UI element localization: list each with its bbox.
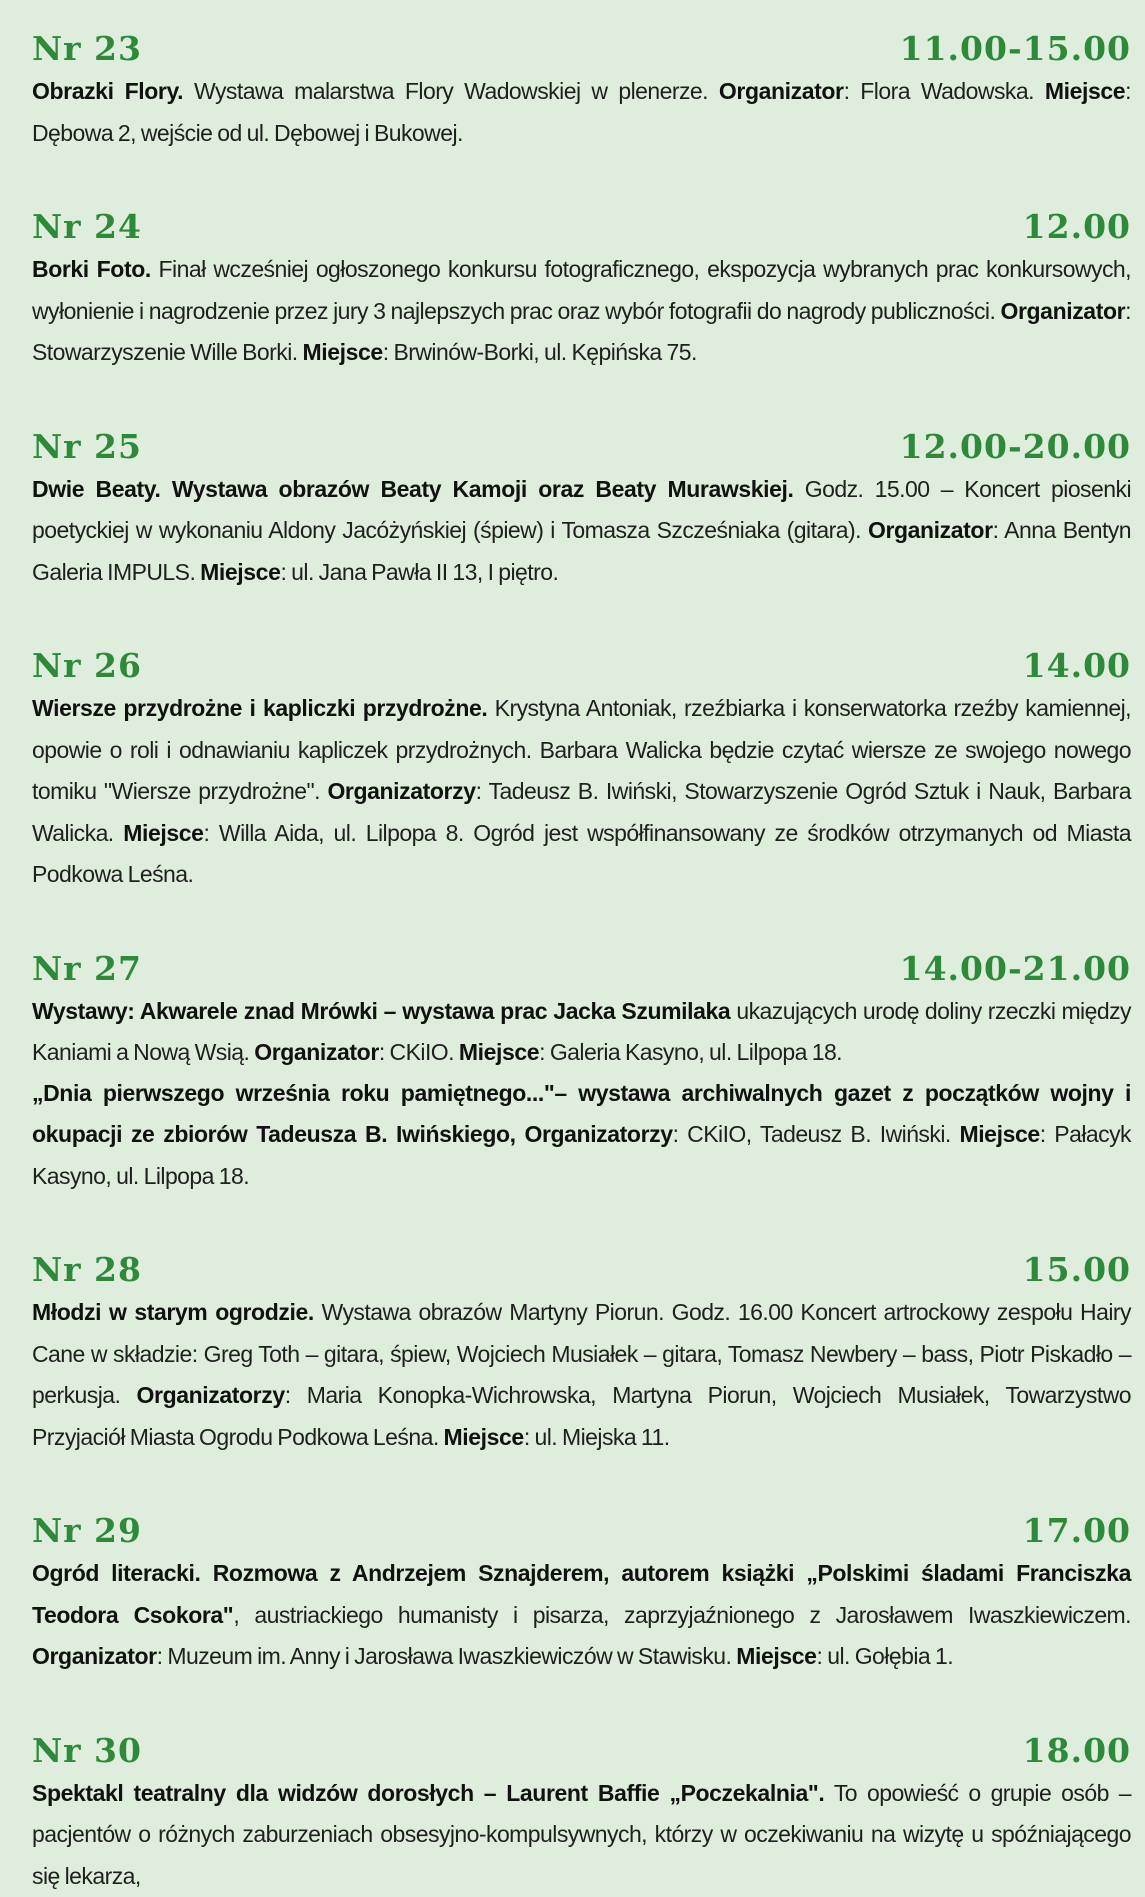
event-entry <box>32 1728 1131 1897</box>
bold-text: Organizator <box>32 1643 157 1669</box>
event-header <box>32 1508 1131 1554</box>
event-number: Nr 29 <box>32 1508 142 1554</box>
bold-text: Miejsce <box>1045 78 1125 104</box>
bold-text: Borki Foto. <box>32 256 151 282</box>
text: ukazujących urodę doliny rzeczki między Kaniami a Nową Wsią. <box>32 998 1131 1066</box>
text: : ul. Jana Pawła II 13, I piętro. <box>280 559 558 585</box>
text: : Tadeusz B. Iwiński, Stowarzyszenie Ogród Sztuk i Nauk, Barbara Walicka. <box>32 778 1131 846</box>
text: To opowieść o grupie osób – pacjentów o różnych zaburzeniach obsesyjno-kompulsywnych, którzy w oczekiwaniu na wizytę u spóźniającego się lekarza, <box>32 1780 1131 1889</box>
text: : Willa Aida, ul. Lilpopa 8. Ogród jest współfinansowany ze środków otrzymanych od Miasta Podkowa Leśna. <box>32 820 1131 888</box>
bold-text: Młodzi w starym ogrodzie. <box>32 1299 314 1325</box>
event-description <box>32 71 1131 154</box>
event-separator <box>32 1197 1131 1247</box>
event-separator <box>32 593 1131 643</box>
event-number: Nr 30 <box>32 1728 142 1774</box>
event-description <box>32 1292 1131 1458</box>
event-number: Nr 24 <box>32 204 142 250</box>
bold-text: Ogród literacki. Rozmowa z Andrzejem Sznajderem, autorem książki „Polskimi śladami Franciszka Teodora Csokora" <box>32 1560 1131 1628</box>
bold-text: Wystawy: Akwarele znad Mrówki – wystawa prac Jacka Szumilaka <box>32 998 730 1024</box>
text: : ul. Miejska 11. <box>524 1424 670 1450</box>
event-number: Nr 27 <box>32 946 142 992</box>
event-header <box>32 1728 1131 1774</box>
event-entry <box>32 643 1131 896</box>
event-header <box>32 643 1131 689</box>
bold-text: Organizatorzy <box>137 1382 285 1408</box>
event-number: Nr 26 <box>32 643 142 689</box>
bold-text: Miejsce <box>959 1121 1039 1147</box>
bold-text: Miejsce <box>123 820 203 846</box>
event-separator <box>32 374 1131 424</box>
text: : Pałacyk Kasyno, ul. Lilpopa 18. <box>32 1121 1131 1189</box>
bold-text: Organizator <box>868 517 993 543</box>
text: : ul. Gołębia 1. <box>817 1643 954 1669</box>
text: : Stowarzyszenie Wille Borki. <box>32 298 1131 366</box>
bold-text: Organizatorzy <box>327 778 475 804</box>
event-time: 11.00-15.00 <box>900 26 1131 72</box>
bold-text: Organizator <box>719 78 844 104</box>
event-description <box>32 1773 1131 1897</box>
event-description <box>32 1073 1131 1198</box>
event-description <box>32 1553 1131 1678</box>
bold-text: Organizator <box>254 1039 379 1065</box>
bold-text: Dwie Beaty. Wystawa obrazów Beaty Kamoji oraz Beaty Murawskiej. <box>32 476 793 502</box>
bold-text: Obrazki Flory. <box>32 78 183 104</box>
bold-text: Miejsce <box>200 559 280 585</box>
text: Godz. 15.00 – Koncert piosenki poetyckiej w wykonaniu Aldony Jacóżyńskiej (śpiew) i Tomasza Szcześniaka (gitara). <box>32 476 1131 544</box>
event-separator <box>32 1458 1131 1508</box>
event-entry <box>32 946 1131 1198</box>
event-header <box>32 26 1131 72</box>
event-header <box>32 1247 1131 1293</box>
event-time: 15.00 <box>1023 1247 1131 1293</box>
bold-text: Miejsce <box>459 1039 539 1065</box>
text: Wystawa malarstwa Flory Wadowskiej w plenerze. <box>183 78 719 104</box>
event-time: 18.00 <box>1023 1728 1131 1774</box>
text: : Galeria Kasyno, ul. Lilpopa 18. <box>539 1039 842 1065</box>
event-description <box>32 991 1131 1074</box>
text: : Brwinów-Borki, ul. Kępińska 75. <box>383 339 697 365</box>
event-header <box>32 424 1131 470</box>
text: : Flora Wadowska. <box>844 78 1045 104</box>
event-time: 14.00 <box>1023 643 1131 689</box>
event-time: 17.00 <box>1023 1508 1131 1554</box>
bold-text: „Dnia pierwszego września roku pamiętnego..."– wystawa archiwalnych gazet z początków wojny i okupacji ze zbiorów Tadeusza B. Iwińskiego, Organizatorzy <box>32 1080 1131 1148</box>
event-entry <box>32 1508 1131 1678</box>
event-entry <box>32 204 1131 374</box>
event-entry <box>32 1247 1131 1458</box>
event-number: Nr 25 <box>32 424 142 470</box>
event-header <box>32 946 1131 992</box>
text: : Anna Bentyn Galeria IMPULS. <box>32 517 1131 585</box>
event-separator <box>32 154 1131 204</box>
event-entry <box>32 424 1131 594</box>
event-number: Nr 23 <box>32 26 142 72</box>
event-description <box>32 688 1131 896</box>
event-separator <box>32 1678 1131 1728</box>
text: Krystyna Antoniak, rzeźbiarka i konserwatorka rzeźby kamiennej, opowie o roli i odnawianiu kapliczek przydrożnych. Barbara Walicka będzie czytać wiersze ze swojego nowego tomiku "Wiersze przydrożne". <box>32 695 1131 804</box>
event-number: Nr 28 <box>32 1247 142 1293</box>
event-separator <box>32 896 1131 946</box>
text: , austriackiego humanisty i pisarza, zaprzyjaźnionego z Jarosławem Iwaszkiewiczem. <box>233 1602 1131 1628</box>
bold-text: Miejsce <box>302 339 382 365</box>
event-description <box>32 249 1131 374</box>
event-time: 12.00-20.00 <box>900 424 1131 470</box>
text: : Maria Konopka-Wichrowska, Martyna Piorun, Wojciech Musiałek, Towarzystwo Przyjaciół Miasta Ogrodu Podkowa Leśna. <box>32 1382 1131 1450</box>
event-header <box>32 204 1131 250</box>
event-time: 12.00 <box>1023 204 1131 250</box>
text: : CKiIO, Tadeusz B. Iwiński. <box>673 1121 960 1147</box>
text: : CKiIO. <box>379 1039 459 1065</box>
text: : Dębowa 2, wejście od ul. Dębowej i Bukowej. <box>32 78 1131 146</box>
bold-text: Miejsce <box>444 1424 524 1450</box>
text: : Muzeum im. Anny i Jarosława Iwaszkiewiczów w Stawisku. <box>157 1643 737 1669</box>
bold-text: Miejsce <box>736 1643 816 1669</box>
text: Wystawa obrazów Martyny Piorun. Godz. 16.00 Koncert artrockowy zespołu Hairy Cane w składzie: Greg Toth – gitara, śpiew, Wojciech Musiałek – gitara, Tomasz Newbery – bass, Piotr Piskadło – perkusja. <box>32 1299 1131 1408</box>
bold-text: Organizator <box>1000 298 1125 324</box>
bold-text: Wiersze przydrożne i kapliczki przydrożne. <box>32 695 487 721</box>
event-time: 14.00-21.00 <box>900 946 1131 992</box>
event-description <box>32 469 1131 594</box>
text: Finał wcześniej ogłoszonego konkursu fotograficznego, ekspozycja wybranych prac konkursowych, wyłonienie i nagrodzenie przez jury 3 najlepszych prac oraz wybór fotografii do nagrody publiczności. <box>32 256 1131 324</box>
event-entry <box>32 26 1131 154</box>
bold-text: Spektakl teatralny dla widzów dorosłych – Laurent Baffie „Poczekalnia". <box>32 1780 824 1806</box>
